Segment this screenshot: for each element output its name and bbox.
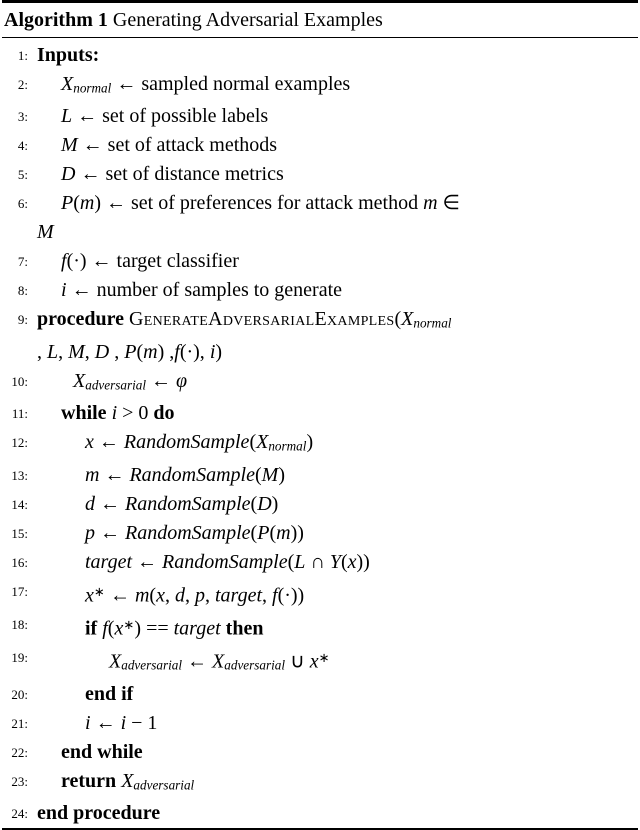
line-content: Inputs:	[37, 44, 100, 66]
line-content: L ← set of possible labels	[61, 105, 269, 128]
line-number: 14:	[11, 496, 28, 512]
line-number: 20:	[11, 686, 28, 702]
line-content: end procedure	[37, 802, 161, 825]
line-number: 11:	[11, 406, 28, 422]
line-number: 6:	[17, 196, 28, 212]
algorithm-line	[4, 41, 634, 70]
algorithm-line	[4, 160, 634, 189]
line-content: Xadversarial ← Xadversarial ∪ x∗	[109, 650, 330, 673]
algorithm-line	[4, 577, 634, 610]
line-number: 5:	[17, 167, 28, 183]
line-content: Xadversarial ← φ	[73, 369, 188, 393]
line-content: end while	[61, 740, 143, 763]
line-number: 10:	[11, 373, 28, 389]
line-number: 4:	[17, 138, 28, 154]
line-number: 1:	[17, 48, 28, 63]
line-content: return Xadversarial	[61, 769, 195, 793]
line-content: i ← number of samples to generate	[61, 279, 343, 302]
algorithm-lines	[0, 38, 640, 828]
line-content: x∗ ← m(x, d, p, target, f(·))	[85, 583, 305, 606]
algorithm-label: Algorithm 1	[4, 9, 108, 31]
algorithm-line	[4, 367, 634, 399]
line-number: 2:	[17, 77, 28, 92]
algorithm-title: Generating Adversarial Examples	[107, 9, 383, 31]
line-number: 19:	[11, 650, 28, 666]
algorithm-header	[0, 3, 640, 37]
line-number: 12:	[11, 435, 28, 451]
line-number: 8:	[17, 283, 28, 299]
line-number: 22:	[11, 744, 28, 760]
line-number: 7:	[17, 254, 28, 270]
line-number: 9:	[17, 312, 28, 328]
line-number: 16:	[11, 554, 28, 570]
algorithm-line	[4, 70, 634, 102]
line-content: m ← RandomSample(M)	[85, 463, 286, 486]
algorithm-line	[4, 102, 634, 131]
algorithm-line	[4, 799, 634, 828]
algorithm-line	[4, 490, 634, 519]
algorithm-line	[4, 548, 634, 577]
line-content: i ← i − 1	[85, 711, 158, 734]
line-content: while i > 0 do	[61, 402, 175, 425]
line-content: x ← RandomSample(Xnormal)	[85, 431, 314, 454]
line-number: 17:	[11, 583, 28, 599]
algorithm-line	[4, 643, 634, 680]
algorithm-line	[4, 680, 634, 709]
algorithm-line	[4, 519, 634, 548]
line-number: 18:	[11, 616, 28, 632]
algorithm-line	[4, 131, 634, 160]
line-number: 21:	[11, 715, 28, 731]
line-content: if f(x∗) == target then	[85, 616, 264, 640]
line-content: p ← RandomSample(P(m))	[85, 521, 304, 544]
line-content: procedure GenerateAdversarialExamples(Xnormal , L, M, D , P(m) ,f(·), i)	[37, 308, 452, 363]
line-content: P(m) ← set of preferences for attack method m ∈ M	[37, 192, 460, 244]
algorithm-line	[4, 738, 634, 767]
line-number: 13:	[11, 467, 28, 483]
algorithm-line	[4, 428, 634, 460]
line-content: end if	[85, 682, 134, 705]
line-content: f(·) ← target classifier	[61, 250, 239, 273]
line-content: D ← set of distance metrics	[61, 163, 284, 186]
line-number: 15:	[11, 525, 28, 541]
algorithm-line	[4, 767, 634, 799]
line-number: 24:	[11, 806, 28, 822]
line-content: target ← RandomSample(L ∩ Y(x))	[85, 550, 370, 573]
line-content: Xnormal ← sampled normal examples	[61, 73, 351, 96]
algorithm-line	[4, 305, 634, 366]
algorithm-line	[4, 247, 634, 276]
algorithm-line	[4, 399, 634, 428]
algorithm-line	[4, 610, 634, 643]
algorithm-line	[4, 189, 634, 247]
line-number: 3:	[17, 109, 28, 125]
line-number: 23:	[11, 773, 28, 789]
line-content: d ← RandomSample(D)	[85, 492, 279, 515]
line-content: M ← set of attack methods	[61, 134, 278, 157]
algorithm-line	[4, 276, 634, 305]
algorithm-line	[4, 461, 634, 490]
algorithm-line	[4, 709, 634, 738]
